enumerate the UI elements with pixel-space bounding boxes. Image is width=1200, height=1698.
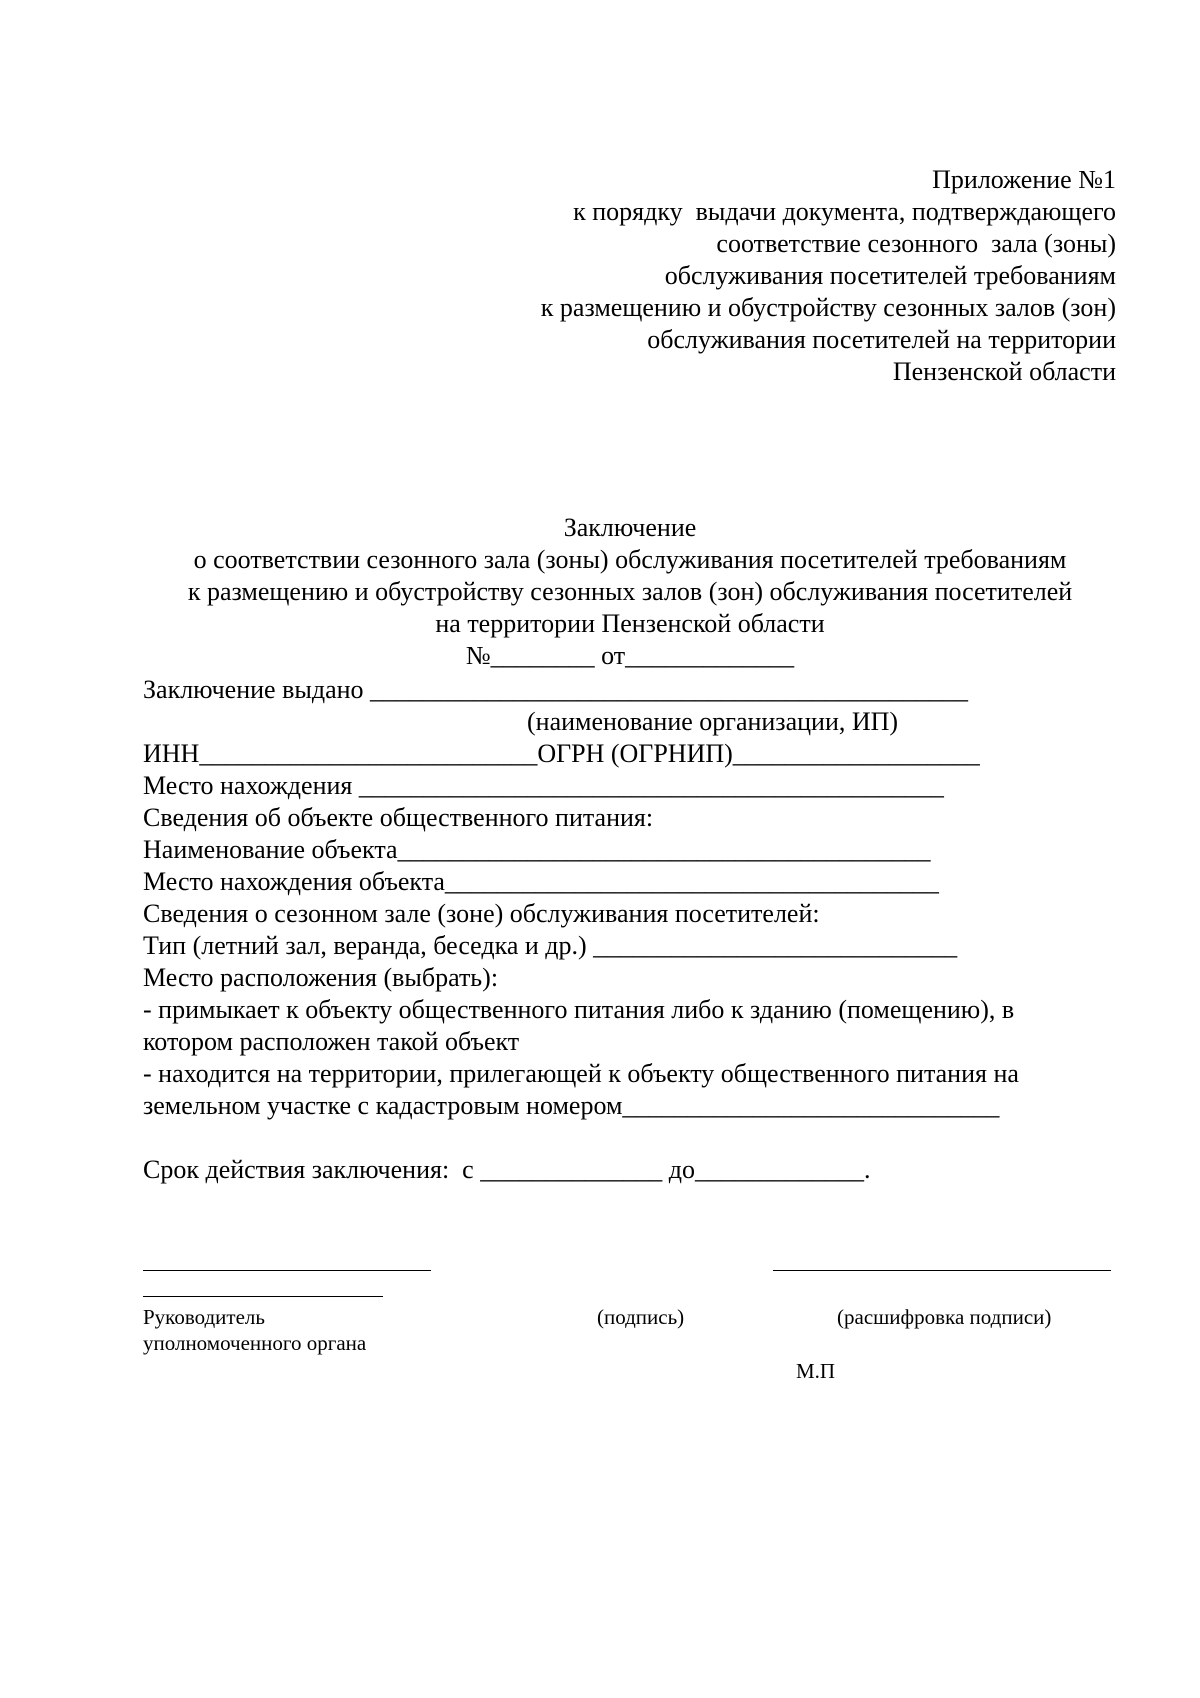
- inn-ogrn-field: ИНН__________________________ОГРН (ОГРНИП)___________________: [143, 739, 980, 768]
- object-location-field: Место нахождения объекта______________________________________: [143, 867, 939, 896]
- issued-to-hint: (наименование организации, ИП): [527, 707, 899, 736]
- signature-decode-caption: (расшифровка подписи): [837, 1305, 1052, 1329]
- title-line-4: на территории Пензенской области: [435, 609, 825, 638]
- signature-line-left-2: [143, 1296, 383, 1297]
- seasonal-hall-info: Сведения о сезонном зале (зоне) обслуживания посетителей:: [143, 899, 820, 928]
- placement-heading: Место расположения (выбрать):: [143, 963, 499, 992]
- issued-to-field: Заключение выдано ______________________________________________: [143, 675, 969, 704]
- header-line-7: Пензенской области: [892, 357, 1116, 386]
- header-line-2: к порядку выдачи документа, подтверждающего: [573, 197, 1116, 226]
- stamp-place: М.П: [796, 1359, 836, 1383]
- title-line-2: о соответствии сезонного зала (зоны) обслуживания посетителей требованиям: [193, 545, 1067, 574]
- food-object-info: Сведения об объекте общественного питания:: [143, 803, 654, 832]
- location-field: Место нахождения _____________________________________________: [143, 771, 944, 800]
- object-name-field: Наименование объекта_________________________________________: [143, 835, 931, 864]
- header-line-1: Приложение №1: [932, 165, 1116, 194]
- hall-type-field: Тип (летний зал, веранда, беседка и др.) ____________________________: [143, 931, 958, 960]
- header-line-5: к размещению и обустройству сезонных залов (зон): [540, 293, 1116, 322]
- header-line-4: обслуживания посетителей требованиям: [664, 261, 1116, 290]
- signature-line-left-1: [143, 1270, 431, 1271]
- title-number-date: №________ от_____________: [465, 641, 795, 670]
- head-title-line-1: Руководитель: [143, 1305, 265, 1329]
- placement-option-1-line-1: - примыкает к объекту общественного питания либо к зданию (помещению), в: [143, 995, 1015, 1024]
- placement-option-2-line-2: земельном участке с кадастровым номером_____________________________: [143, 1091, 1000, 1120]
- signature-caption: (подпись): [597, 1305, 685, 1329]
- header-line-6: обслуживания посетителей на территории: [647, 325, 1116, 354]
- head-title-line-2: уполномоченного органа: [143, 1331, 367, 1355]
- title-line-3: к размещению и обустройству сезонных залов (зон) обслуживания посетителей: [187, 577, 1073, 606]
- placement-option-1-line-2: котором расположен такой объект: [143, 1027, 520, 1056]
- title-line-1: Заключение: [563, 513, 697, 542]
- header-line-3: соответствие сезонного зала (зоны): [716, 229, 1116, 258]
- validity-period: Срок действия заключения: с ______________ до_____________.: [143, 1155, 871, 1184]
- signature-line-right: [773, 1270, 1111, 1271]
- placement-option-2-line-1: - находится на территории, прилегающей к объекту общественного питания на: [143, 1059, 1019, 1088]
